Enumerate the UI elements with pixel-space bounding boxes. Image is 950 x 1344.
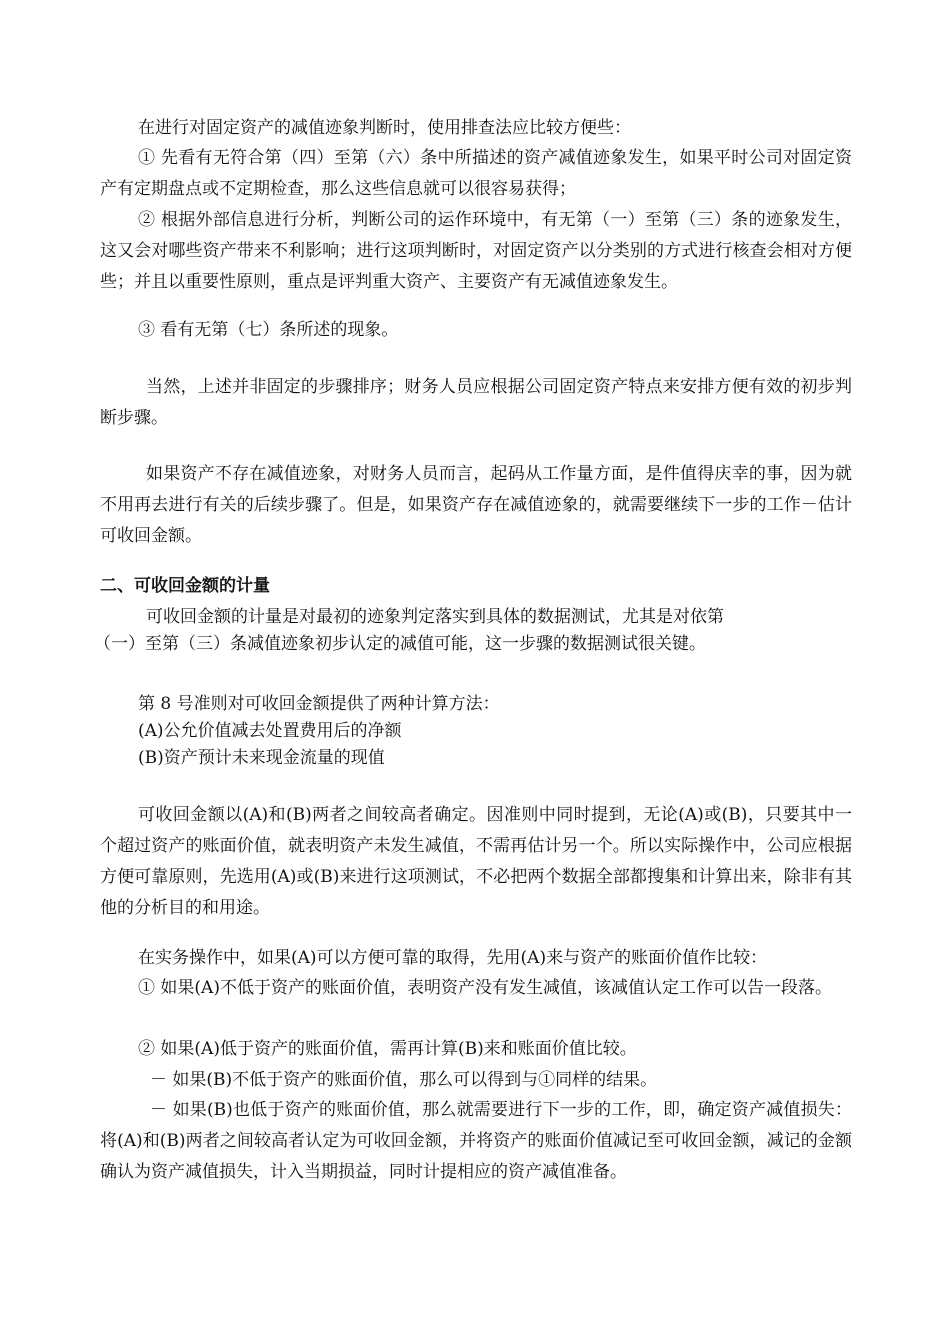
- section1-note: 当然，上述并非固定的步骤排序；财务人员应根据公司固定资产特点来安排方便有效的初步判断步骤。: [100, 377, 852, 428]
- section2-heading: 二、可收回金额的计量: [100, 576, 270, 596]
- sub-case-2: － 如果(B)也低于资产的账面价值，那么就需要进行下一步的工作，即，确定资产减值损失：将(A)和(B)两者之间较高者认定为可收回金额，并将资产的账面价值减记至可收回金额，减记的金额确认为资产减值损失，计入当期损益，同时计提相应的资产减值准备。: [100, 1100, 852, 1182]
- section1-item-1: ① 先看有无符合第（四）至第（六）条中所描述的资产减值迹象发生，如果平时公司对固定资产有定期盘点或不定期检查，那么这些信息就可以很容易获得；: [100, 148, 852, 199]
- sub-case-1: － 如果(B)不低于资产的账面价值，那么可以得到与①同样的结果。: [150, 1070, 658, 1090]
- practice-intro: 在实务操作中，如果(A)可以方便可靠的取得，先用(A)来与资产的账面价值作比较：: [138, 948, 768, 968]
- section2-intro-line-1: 可收回金额的计量是对最初的迹象判定落实到具体的数据测试，尤其是对依第: [146, 607, 724, 627]
- method-b: (B)资产预计未来现金流量的现值: [138, 748, 385, 768]
- method-a: (A)公允价值减去处置费用后的净额: [138, 721, 402, 741]
- case-1: ① 如果(A)不低于资产的账面价值，表明资产没有发生减值，该减值认定工作可以告一段落。: [138, 978, 832, 998]
- section1-intro: 在进行对固定资产的减值迹象判断时，使用排查法应比较方便些：: [138, 118, 631, 138]
- section1-item-3: ③ 看有无第（七）条所述的现象。: [138, 320, 399, 340]
- methods-intro: 第 8 号准则对可收回金额提供了两种计算方法：: [138, 694, 500, 714]
- determination-paragraph: 可收回金额以(A)和(B)两者之间较高者确定。因准则中同时提到，无论(A)或(B)，只要其中一个超过资产的账面价值，就表明资产未发生减值，不需再估计另一个。所以实际操作中，公司应根据方便可靠原则，先选用(A)或(B)来进行这项测试，不必把两个数据全部都搜集和计算出来，除非有其他的分析目的和用途。: [100, 805, 852, 918]
- section1-conclusion: 如果资产不存在减值迹象，对财务人员而言，起码从工作量方面，是件值得庆幸的事，因为就不用再去进行有关的后续步骤了。但是，如果资产存在减值迹象的，就需要继续下一步的工作－估计可收回金额。: [100, 464, 852, 546]
- section2-intro-line-2: （一）至第（三）条减值迹象初步认定的减值可能，这一步骤的数据测试很关键。: [94, 634, 706, 654]
- section1-item-2: ② 根据外部信息进行分析，判断公司的运作环境中，有无第（一）至第（三）条的迹象发生，这又会对哪些资产带来不利影响；进行这项判断时，对固定资产以分类别的方式进行核查会相对方便些；并且以重要性原则，重点是评判重大资产、主要资产有无减值迹象发生。: [100, 210, 852, 292]
- case-2: ② 如果(A)低于资产的账面价值，需再计算(B)来和账面价值比较。: [138, 1039, 637, 1059]
